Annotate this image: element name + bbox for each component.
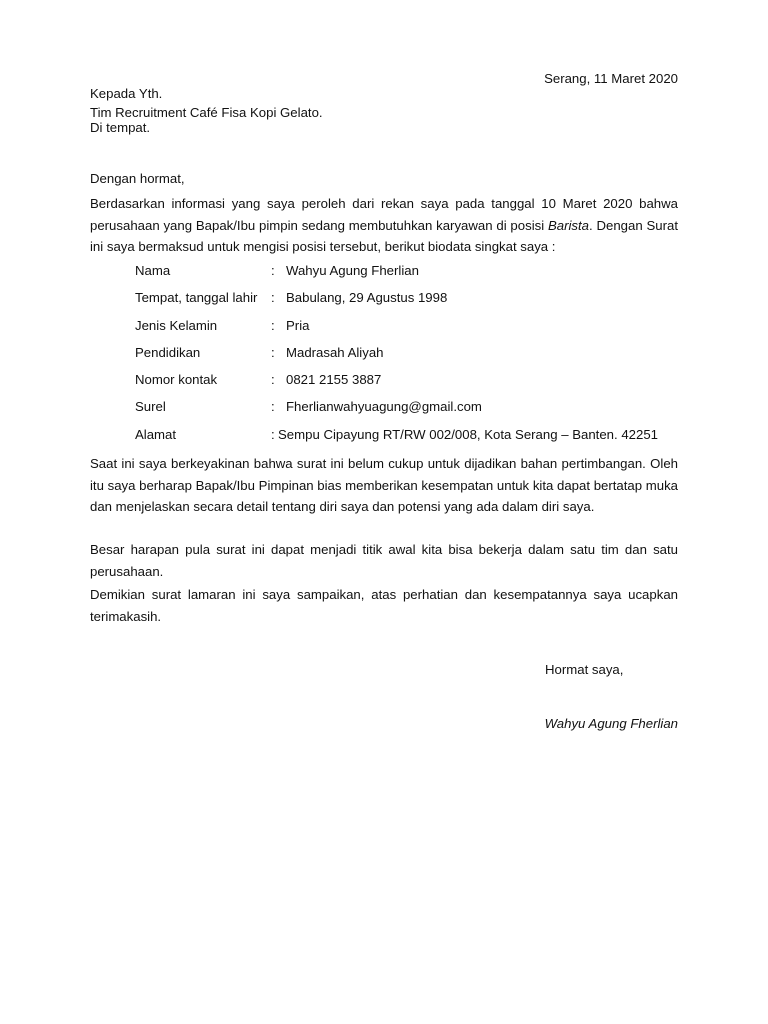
body-paragraph-2: Saat ini saya berkeyakinan bahwa surat ini belum cukup untuk dijadikan bahan pertimbangan. Oleh itu saya berharap Bapak/Ibu Pimpinan bias memberikan kesempatan untuk kita dapat bertatap muka dan menjelaskan secara detail tentang diri saya dan potensi yang ada dalam diri saya. (90, 456, 678, 514)
intro-position: Barista (547, 217, 589, 233)
bio-label: Pendidikan (135, 344, 201, 360)
bio-colon: : (271, 263, 275, 278)
bio-row-email (135, 399, 695, 426)
bio-row-education (135, 345, 695, 372)
bio-colon: : (271, 426, 275, 442)
salutation: Dengan hormat, (90, 171, 185, 186)
bio-row-address (135, 427, 695, 454)
intro-paragraph (90, 193, 678, 258)
bio-value: Madrasah Aliyah (286, 344, 384, 360)
bio-value: Babulang, 29 Agustus 1998 (286, 290, 448, 306)
recipient-line-1: Kepada Yth. (90, 86, 163, 101)
biodata-list (135, 263, 695, 454)
recipient-line-2: Tim Recruitment Café Fisa Kopi Gelato. (90, 105, 323, 120)
recipient-block (90, 86, 680, 135)
signature-name: Wahyu Agung Fherlian (544, 716, 678, 731)
bio-row-birth (135, 290, 695, 317)
closing-phrase: Hormat saya, (545, 662, 624, 677)
bio-value: 0821 2155 3887 (286, 372, 382, 388)
intro-text-after: . Dengan Surat ini saya bermaksud untuk mengisi posisi tersebut, berikut biodata singkat saya : (90, 217, 678, 254)
bio-value: Wahyu Agung Fherlian (286, 263, 419, 278)
bio-row-gender (135, 318, 695, 345)
bio-label: Nomor kontak (135, 372, 218, 388)
bio-label: Alamat (135, 426, 177, 442)
recipient-line-3: Di tempat. (90, 120, 151, 135)
letter-date: Serang, 11 Maret 2020 (544, 71, 678, 86)
bio-colon: : (271, 317, 275, 333)
bio-value: Fherlianwahyuagung@gmail.com (286, 399, 482, 415)
bio-label: Tempat, tanggal lahir (135, 290, 258, 306)
bio-colon: : (271, 290, 275, 306)
bio-colon: : (271, 344, 275, 360)
bio-value: Pria (286, 317, 310, 333)
bio-row-contact (135, 372, 695, 399)
intro-text-before: Berdasarkan informasi yang saya peroleh dari rekan saya pada tanggal 10 Maret 2020 bahwa perusahaan yang Bapak/Ibu pimpin sedang membutuhkan karyawan di posisi (90, 196, 678, 233)
bio-colon: : (271, 372, 275, 388)
bio-label: Nama (135, 263, 171, 278)
bio-row-name (135, 263, 695, 290)
bio-colon: : (271, 399, 275, 415)
bio-value: Sempu Cipayung RT/RW 002/008, Kota Serang – Banten. 42251 (278, 426, 659, 442)
bio-label: Surel (135, 399, 166, 415)
bio-label: Jenis Kelamin (135, 317, 218, 333)
body-paragraph-4: Demikian surat lamaran ini saya sampaikan, atas perhatian dan kesempatannya saya ucapkan terimakasih. (90, 587, 678, 624)
body-paragraph-3: Besar harapan pula surat ini dapat menjadi titik awal kita bisa bekerja dalam satu tim dan satu perusahaan. (90, 542, 678, 579)
